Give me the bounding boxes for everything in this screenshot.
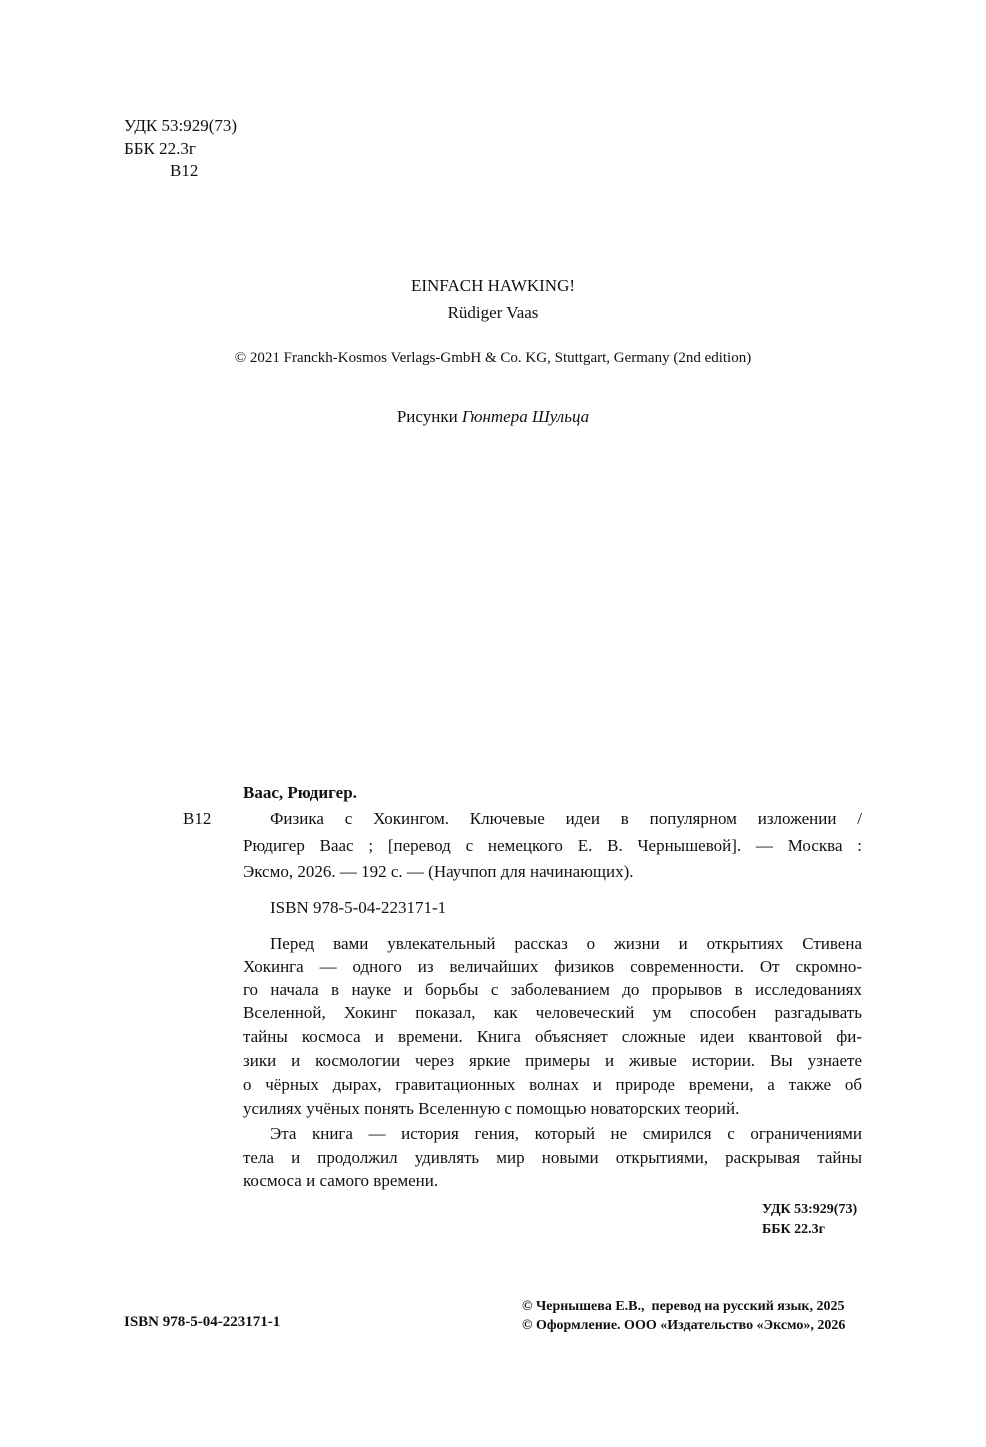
illustrator-name: Гюнтера Шульца <box>461 407 590 426</box>
annotation-line: зики и космологии через яркие примеры и живые истории. Вы узнаете <box>243 1051 862 1070</box>
illustrations-prefix: Рисунки <box>396 407 458 426</box>
bibliography-line: Физика с Хокингом. Ключевые идеи в популярном изложении / <box>270 809 862 828</box>
annotation-line: Перед вами увлекательный рассказ о жизни и открытиях Стивена <box>270 934 862 953</box>
copyright-design: © Оформление. ООО «Издательство «Эксмо», 2026 <box>522 1318 846 1333</box>
original-title: EINFACH HAWKING! <box>410 276 576 295</box>
author-mark: В12 <box>170 161 199 180</box>
illustrations-credit <box>0 407 986 427</box>
bbk-code: ББК 22.3г <box>124 139 196 158</box>
annotation-line: о чёрных дырах, гравитационных волнах и природе времени, а также об <box>243 1075 862 1094</box>
bibliography-heading: Ваас, Рюдигер. <box>243 783 357 802</box>
bibliography-line: Эксмо, 2026. — 192 с. — (Научпоп для начинающих). <box>243 862 634 881</box>
original-author: Rüdiger Vaas <box>447 303 539 322</box>
annotation-line: тела и продолжил удивлять мир новыми открытиями, раскрывая тайны <box>243 1148 862 1167</box>
bibliography-author-mark: В12 <box>183 809 212 828</box>
annotation-line: го начала в науке и борьбы с заболеванием до прорывов в исследованиях <box>243 980 862 999</box>
footer-udk: УДК 53:929(73) <box>762 1202 858 1217</box>
annotation-line: космоса и самого времени. <box>243 1171 439 1190</box>
annotation-line: тайны космоса и времени. Книга объясняет сложные идеи квантовой фи- <box>243 1027 862 1046</box>
annotation-line: Хокинга — одного из величайших физиков современности. От скромно- <box>243 957 862 976</box>
original-copyright: © 2021 Franckh-Kosmos Verlags-GmbH & Co. KG, Stuttgart, Germany (2nd edition) <box>234 350 752 366</box>
footer-isbn: ISBN 978-5-04-223171-1 <box>124 1314 281 1330</box>
footer-bbk: ББК 22.3г <box>762 1222 826 1237</box>
copyright-translation: © Чернышева Е.В., перевод на русский язык, 2025 <box>522 1299 845 1314</box>
annotation-line: усилиях учёных понять Вселенную с помощью новаторских теорий. <box>243 1099 740 1118</box>
udk-code: УДК 53:929(73) <box>124 116 238 135</box>
annotation-line: Эта книга — история гения, который не смирился с ограничениями <box>270 1124 862 1143</box>
annotation-line: Вселенной, Хокинг показал, как человеческий ум способен разгадывать <box>243 1003 862 1022</box>
bibliography-line: Рюдигер Ваас ; [перевод с немецкого Е. В. Чернышевой]. — Москва : <box>243 836 862 855</box>
bibliography-isbn: ISBN 978-5-04-223171-1 <box>270 898 447 917</box>
